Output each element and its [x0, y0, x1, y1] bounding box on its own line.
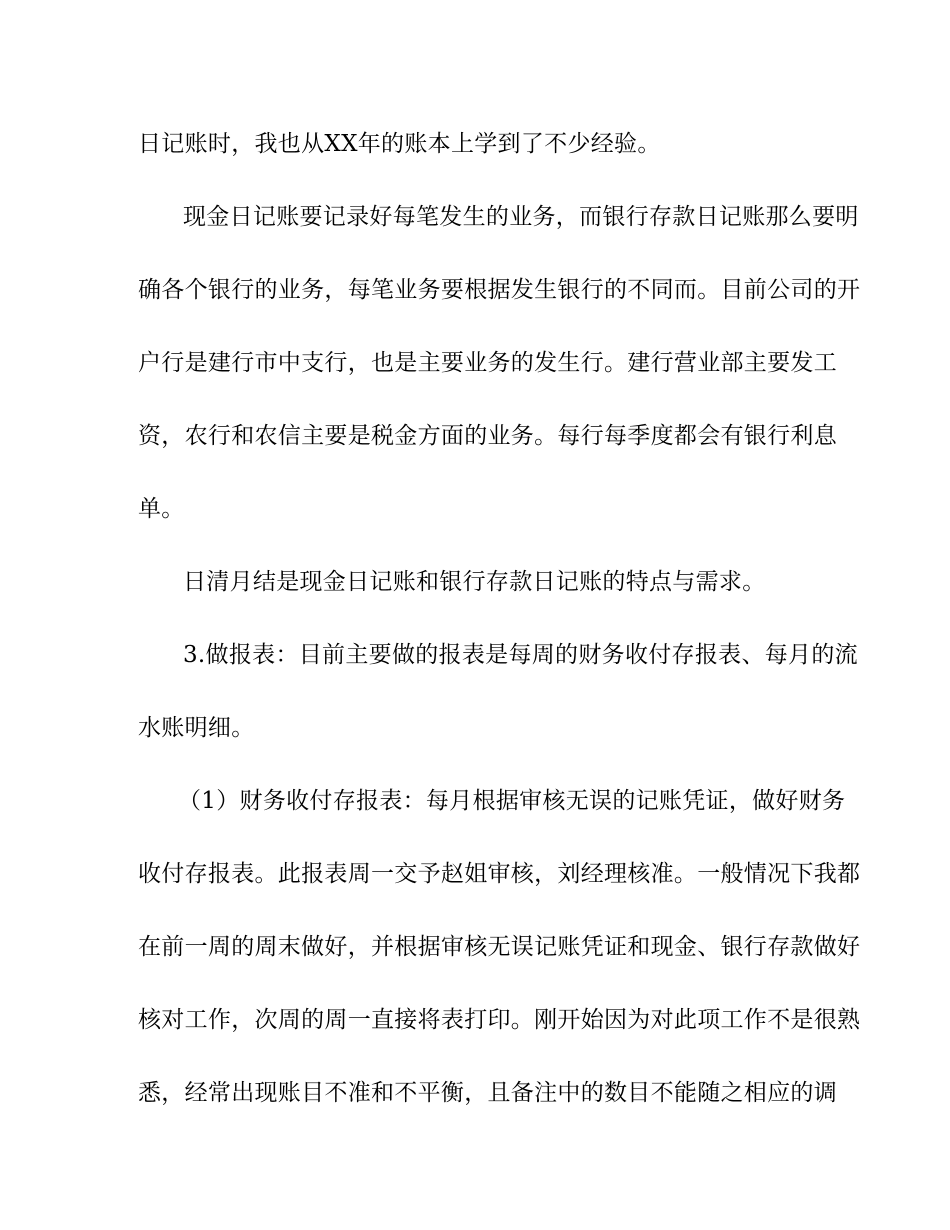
text-line-12: 在前一周的周末做好，并根据审核无误记账凭证和现金、银行存款做好 [138, 934, 861, 960]
text-line-1: 日记账时，我也从XX年的账本上学到了不少经验。 [138, 131, 661, 157]
text-line-9: 水账明细。 [138, 715, 255, 741]
text-line-10: （1）财务收付存报表：每月根据审核无误的记账凭证，做好财务 [178, 788, 846, 814]
text-line-2: 现金日记账要记录好每笔发生的业务，而银行存款日记账那么要明 [183, 204, 859, 230]
text-line-5: 资，农行和农信主要是税金方面的业务。每行每季度都会有银行利息 [138, 423, 837, 449]
text-line-14: 悉，经常出现账目不准和不平衡，且备注中的数目不能随之相应的调 [138, 1080, 837, 1106]
text-line-7: 日清月结是现金日记账和银行存款日记账的特点与需求。 [183, 569, 766, 595]
text-line-4: 户行是建行市中支行，也是主要业务的发生行。建行营业部主要发工 [138, 350, 837, 376]
text-line-8: 3.做报表：目前主要做的报表是每周的财务收付存报表、每月的流 [183, 642, 858, 668]
text-line-3: 确各个银行的业务，每笔业务要根据发生银行的不同而。目前公司的开 [138, 277, 861, 303]
text-line-6: 单。 [138, 496, 185, 522]
text-line-11: 收付存报表。此报表周一交予赵姐审核，刘经理核准。一般情况下我都 [138, 861, 861, 887]
text-line-13: 核对工作，次周的周一直接将表打印。刚开始因为对此项工作不是很熟 [138, 1007, 861, 1033]
